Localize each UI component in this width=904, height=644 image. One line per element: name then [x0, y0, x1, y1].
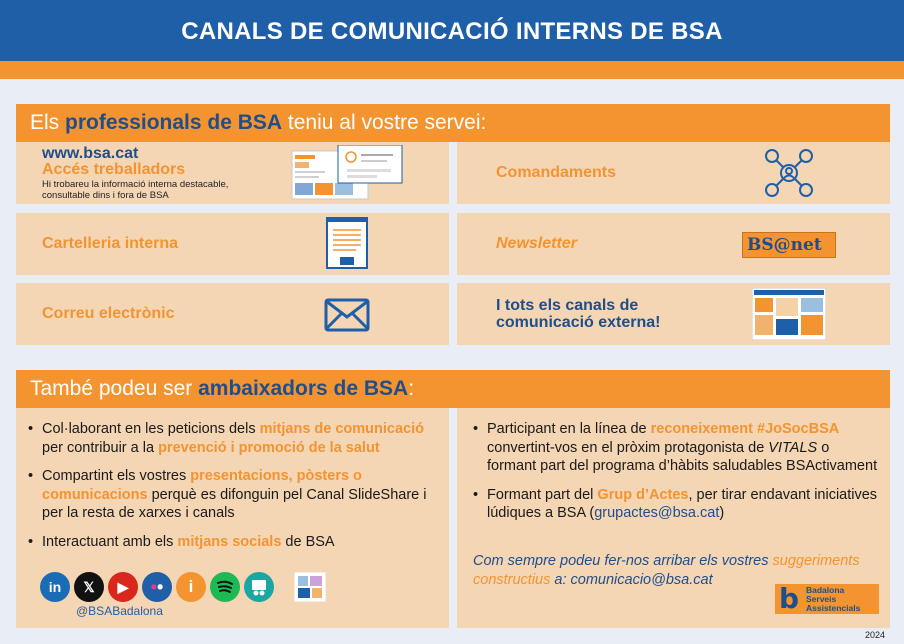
card-external-channels[interactable] — [457, 283, 890, 345]
social-handle[interactable]: @BSABadalona — [76, 604, 163, 618]
newsletter-label: Newsletter — [496, 235, 577, 252]
cartelleria-label: Cartelleria interna — [42, 235, 179, 252]
card-newsletter[interactable] — [457, 213, 890, 275]
web-desc-line2: consultable dins i fora de BSA — [42, 190, 169, 201]
list-item-reconeixement: • Participant en la línea de reconeixement #JoSocBSA convertint-vos en el pròxim protagonista de VITALS o formant part del programa d’hàbits saludables BSActivament — [473, 420, 878, 476]
x-icon[interactable]: 𝕏 — [74, 572, 104, 602]
website-screenshot-icon — [291, 145, 403, 201]
spotify-icon[interactable] — [210, 572, 240, 602]
header-stripe — [0, 61, 904, 79]
left-list — [28, 420, 438, 551]
card-comandaments[interactable] — [457, 142, 890, 204]
panel-ambassadors-left — [16, 408, 449, 628]
comandaments-label: Comandaments — [496, 164, 617, 181]
grupactes-email-link[interactable]: grupactes@bsa.cat — [594, 505, 720, 521]
external-channels-collage-icon — [752, 288, 826, 340]
correu-label: Correu electrònic — [42, 305, 175, 322]
external-channels-line2: comunicació externa! — [496, 314, 661, 331]
list-item-grup-actes: • Formant part del Grup d’Actes, per tirar endavant iniciatives lúdiques a BSA (grupactes@bsa.cat) — [473, 486, 878, 523]
bsa-logo — [775, 584, 879, 614]
list-item-presentacions: • Compartint els vostres presentacions, pòsters o comunicacions perquè es difonguin pel Canal SlideShare i per la resta de xarxes i canals — [28, 467, 438, 523]
section-internal-heading: Els professionals de BSA teniu al vostre servei: — [16, 104, 890, 142]
web-desc-line1: Hi trobareu la informació interna destacable, — [42, 179, 229, 190]
list-item-mitjans: • Col·laborant en les peticions dels mitjans de comunicació per contribuir a la prevenció i promoció de la salut — [28, 420, 438, 457]
section-ambassadors-heading: També podeu ser ambaixadors de BSA: — [16, 370, 890, 408]
bsa-logo-text: Badalona Serveis Assistencials — [806, 585, 861, 613]
page-title: CANALS DE COMUNICACIÓ INTERNS DE BSA — [181, 18, 723, 45]
poster-icon — [326, 217, 368, 269]
youtube-icon[interactable]: ▶ — [108, 572, 138, 602]
list-item-xarxes: • Interactuant amb els mitjans socials de BSA — [28, 533, 438, 552]
external-channels-line1: I tots els canals de — [496, 297, 639, 314]
bsanet-logo: BS@net — [742, 232, 836, 258]
info-icon[interactable]: i — [176, 572, 206, 602]
comunicacio-email-link[interactable]: comunicacio@bsa.cat — [570, 571, 713, 588]
web-access-title[interactable]: Accés treballadors — [42, 161, 186, 178]
panel-ambassadors-right — [457, 408, 890, 628]
linkedin-icon[interactable]: in — [40, 572, 70, 602]
envelope-icon — [324, 298, 370, 332]
bsa-logo-letter: b — [779, 582, 800, 615]
footer-year: 2024 — [865, 630, 886, 640]
header-bar — [0, 0, 904, 61]
right-list — [473, 420, 878, 523]
closing-suggestions: Com sempre podeu fer-nos arribar els vostres suggeriments constructius a: comunicacio@bsa.cat — [473, 553, 860, 588]
card-correu[interactable] — [16, 283, 449, 345]
slideshare-icon[interactable] — [244, 572, 274, 602]
web-url[interactable]: www.bsa.cat — [42, 145, 139, 162]
slideshare-glyph — [244, 572, 274, 602]
card-cartelleria[interactable] — [16, 213, 449, 275]
spotify-waves — [210, 572, 240, 602]
network-icon — [763, 147, 815, 199]
card-web-access[interactable] — [16, 142, 449, 204]
flickr-icon[interactable]: •• — [142, 572, 172, 602]
bsa-social-badge-icon — [294, 572, 326, 602]
